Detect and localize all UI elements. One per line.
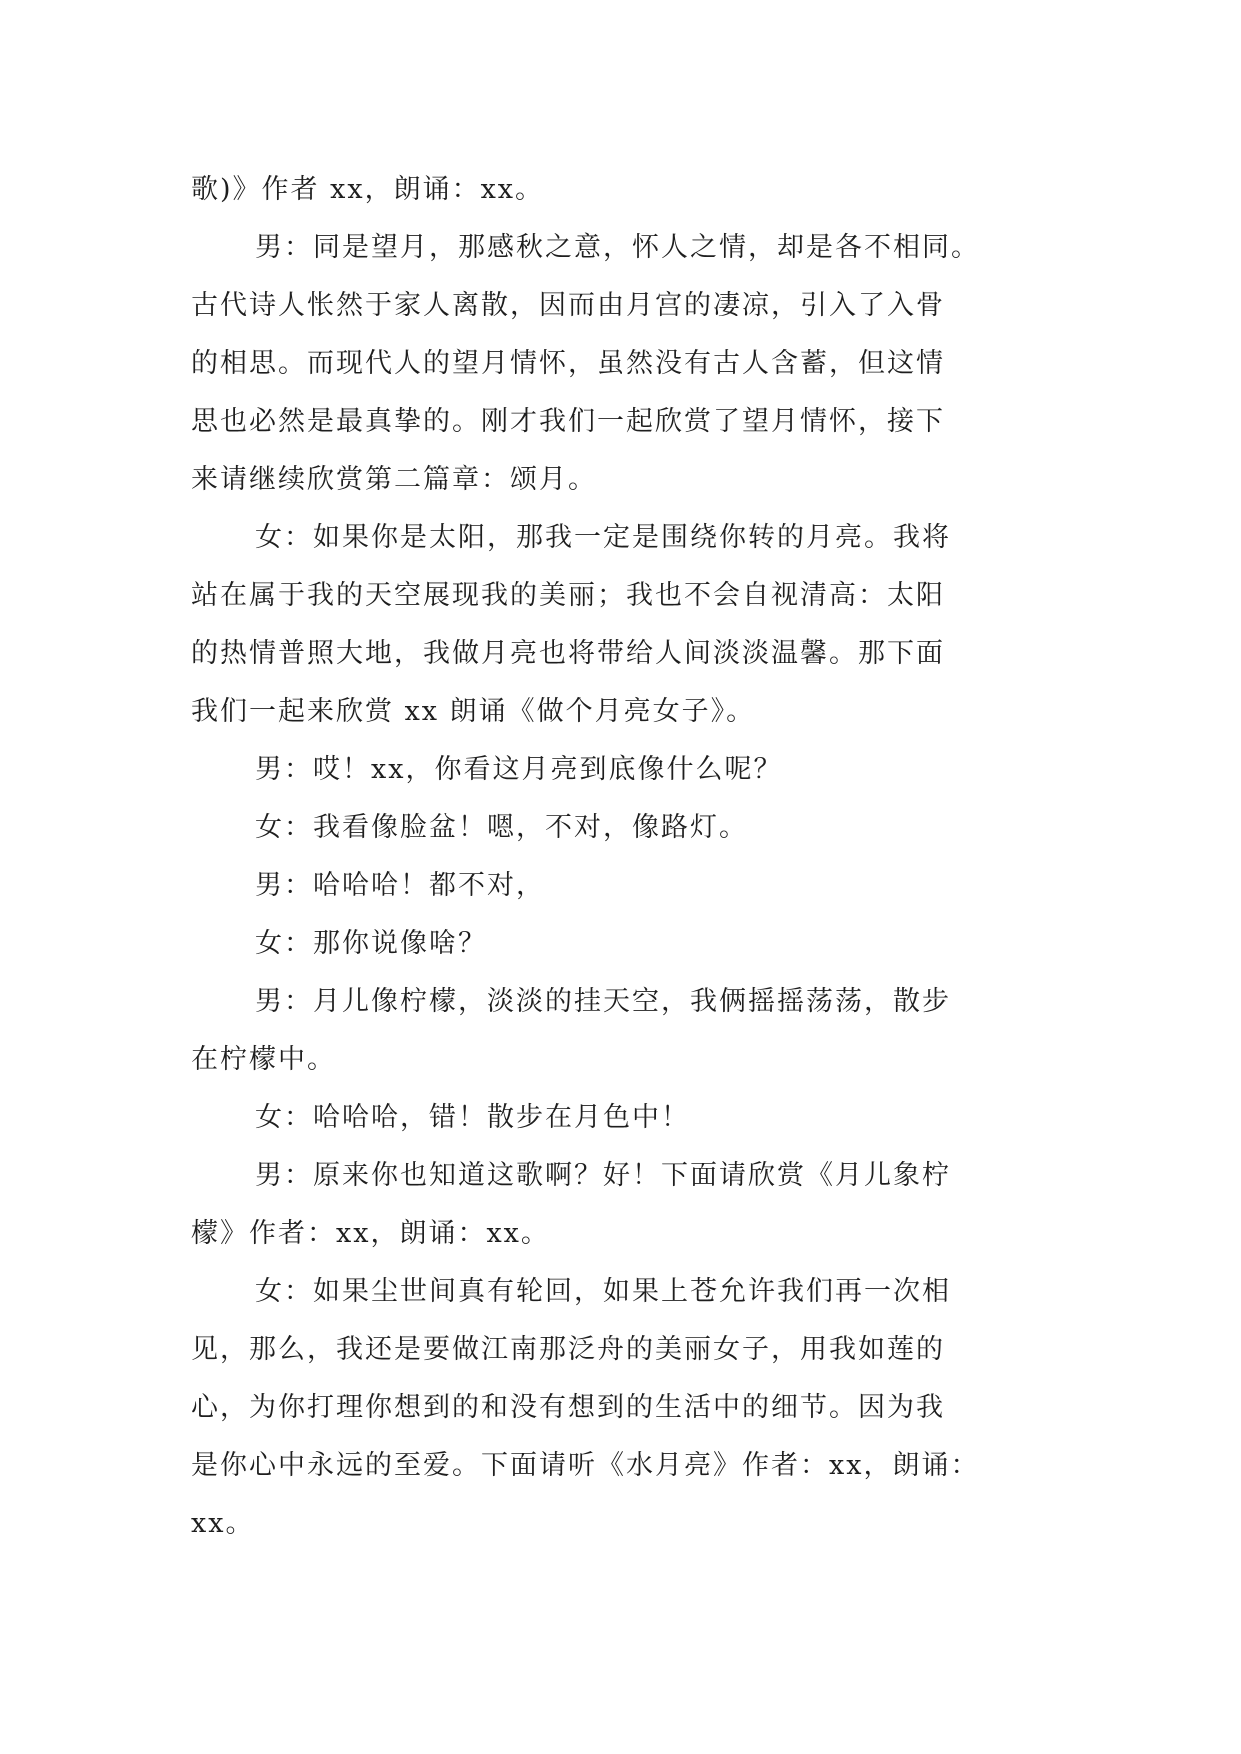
text-line: 檬》作者：xx，朗诵：xx。: [191, 1218, 550, 1249]
text-line: 男：哎！xx，你看这月亮到底像什么呢？: [255, 754, 783, 785]
text-line: 女：如果尘世间真有轮回，如果上苍允许我们再一次相: [255, 1276, 951, 1307]
text-line: 歌)》作者 xx，朗诵：xx。: [191, 174, 545, 205]
text-line: 心，为你打理你想到的和没有想到的生活中的细节。因为我: [191, 1392, 945, 1423]
text-line: 男：同是望月，那感秋之意，怀人之情，却是各不相同。: [255, 232, 980, 263]
text-line: 思也必然是最真挚的。刚才我们一起欣赏了望月情怀，接下: [191, 406, 945, 437]
text-line: 在柠檬中。: [191, 1044, 336, 1075]
text-line: 女：那你说像啥？: [255, 928, 487, 959]
text-line: xx。: [191, 1508, 255, 1539]
text-line: 我们一起来欣赏 xx 朗诵《做个月亮女子》。: [191, 696, 756, 727]
document-body: [191, 161, 1051, 1553]
text-line: 男：原来你也知道这歌啊？好！下面请欣赏《月儿象柠: [255, 1160, 951, 1191]
text-line: 古代诗人怅然于家人离散，因而由月宫的凄凉，引入了入骨: [191, 290, 945, 321]
text-line: 女：我看像脸盆！嗯，不对，像路灯。: [255, 812, 748, 843]
text-line: 是你心中永远的至爱。下面请听《水月亮》作者：xx，朗诵：: [191, 1450, 980, 1481]
text-line: 男：哈哈哈！都不对，: [255, 870, 545, 901]
text-line: 女：哈哈哈，错！散步在月色中！: [255, 1102, 690, 1133]
text-line: 来请继续欣赏第二篇章：颂月。: [191, 464, 597, 495]
text-line: 见，那么，我还是要做江南那泛舟的美丽女子，用我如莲的: [191, 1334, 945, 1365]
text-line: 的热情普照大地，我做月亮也将带给人间淡淡温馨。那下面: [191, 638, 945, 669]
text-line: 站在属于我的天空展现我的美丽；我也不会自视清高：太阳: [191, 580, 945, 611]
text-line: 女：如果你是太阳，那我一定是围绕你转的月亮。我将: [255, 522, 951, 553]
text-line: 的相思。而现代人的望月情怀，虽然没有古人含蓄，但这情: [191, 348, 945, 379]
text-line: 男：月儿像柠檬，淡淡的挂天空，我俩摇摇荡荡，散步: [255, 986, 951, 1017]
